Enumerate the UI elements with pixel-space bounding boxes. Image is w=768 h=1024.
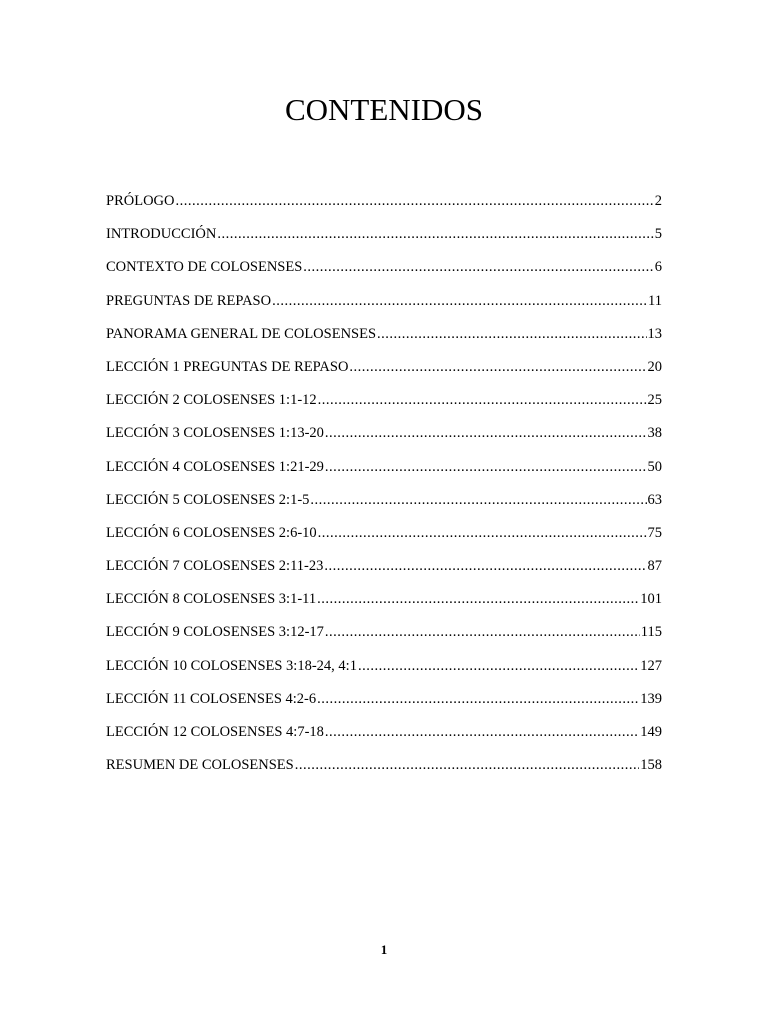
toc-entry-page: 149 <box>640 724 662 740</box>
toc-dot-leader <box>318 389 647 411</box>
toc-entry-label: LECCIÓN 4 COLOSENSES 1:21-29 <box>106 458 324 475</box>
toc-dot-leader <box>317 588 639 610</box>
toc-entry[interactable] <box>106 555 662 588</box>
toc-entry-page: 6 <box>654 259 662 276</box>
toc-entry-page: 127 <box>640 657 662 674</box>
toc-dot-leader <box>317 688 639 710</box>
toc-entry[interactable] <box>106 621 662 654</box>
toc-entry[interactable] <box>106 389 662 422</box>
toc-entry-page: 2 <box>654 193 662 209</box>
toc-entry-label: PANORAMA GENERAL DE COLOSENSES <box>106 325 377 342</box>
toc-dot-leader <box>272 290 647 312</box>
toc-entry[interactable] <box>106 588 662 621</box>
toc-entry-label: LECCIÓN 11 COLOSENSES 4:2-6 <box>106 690 317 707</box>
toc-entry-label: PRÓLOGO <box>106 193 175 209</box>
toc-entry-label: LECCIÓN 5 COLOSENSES 2:1-5 <box>106 491 310 508</box>
toc-dot-leader <box>325 721 639 743</box>
toc-dot-leader <box>358 655 639 677</box>
toc-entry[interactable] <box>106 290 662 323</box>
toc-entry-label: LECCIÓN 6 COLOSENSES 2:6-10 <box>106 524 317 541</box>
toc-dot-leader <box>325 621 640 643</box>
toc-dot-leader <box>217 223 653 245</box>
toc-entry-page: 101 <box>640 591 662 608</box>
toc-entry-page: 50 <box>647 458 662 475</box>
toc-entry-label: RESUMEN DE COLOSENSES <box>106 757 294 774</box>
toc-entry[interactable] <box>106 721 662 754</box>
toc-dot-leader <box>303 256 653 278</box>
toc-entry-page: 63 <box>647 491 662 508</box>
page-number: 1 <box>380 942 388 957</box>
toc-entry[interactable] <box>106 356 662 389</box>
toc-entry-label: CONTEXTO DE COLOSENSES <box>106 259 303 276</box>
toc-entry-page: 11 <box>648 292 662 309</box>
toc-entry-page: 87 <box>647 558 662 575</box>
toc-entry-page: 5 <box>654 226 662 243</box>
toc-dot-leader <box>325 456 647 478</box>
toc-dot-leader <box>295 754 640 776</box>
toc-dot-leader <box>349 356 646 378</box>
toc-entry-label: LECCIÓN 9 COLOSENSES 3:12-17 <box>106 624 324 641</box>
toc-entry[interactable] <box>106 323 662 356</box>
table-of-contents <box>106 190 662 787</box>
toc-entry[interactable] <box>106 190 662 223</box>
toc-entry-label: LECCIÓN 10 COLOSENSES 3:18-24, 4:1 <box>106 657 357 674</box>
toc-entry-label: LECCIÓN 7 COLOSENSES 2:11-23 <box>106 558 324 575</box>
toc-entry[interactable] <box>106 522 662 555</box>
toc-entry-page: 13 <box>647 325 662 342</box>
toc-entry[interactable] <box>106 223 662 256</box>
toc-entry-label: LECCIÓN 3 COLOSENSES 1:13-20 <box>106 425 324 442</box>
toc-dot-leader <box>377 323 646 345</box>
toc-entry-page: 38 <box>647 425 662 442</box>
toc-entry-page: 158 <box>640 757 662 774</box>
toc-dot-leader <box>324 555 646 577</box>
toc-entry-page: 25 <box>647 392 662 409</box>
toc-entry[interactable] <box>106 688 662 721</box>
toc-entry[interactable] <box>106 422 662 455</box>
toc-entry-label: LECCIÓN 8 COLOSENSES 3:1-11 <box>106 591 317 608</box>
toc-entry-label: LECCIÓN 12 COLOSENSES 4:7-18 <box>106 724 324 740</box>
toc-entry[interactable] <box>106 754 662 787</box>
toc-entry-page: 139 <box>640 690 662 707</box>
toc-entry-label: LECCIÓN 2 COLOSENSES 1:1-12 <box>106 392 317 409</box>
toc-dot-leader <box>175 190 653 212</box>
toc-dot-leader <box>318 522 647 544</box>
toc-entry-label: INTRODUCCIÓN <box>106 226 217 243</box>
toc-entry-label: PREGUNTAS DE REPASO <box>106 292 272 309</box>
toc-entry[interactable] <box>106 489 662 522</box>
toc-entry[interactable] <box>106 256 662 289</box>
toc-entry-page: 115 <box>640 624 662 641</box>
toc-dot-leader <box>325 422 647 444</box>
toc-entry[interactable] <box>106 655 662 688</box>
toc-entry-page: 75 <box>647 524 662 541</box>
toc-entry-label: LECCIÓN 1 PREGUNTAS DE REPASO <box>106 358 349 375</box>
page-title: CONTENIDOS <box>284 92 484 127</box>
toc-entry-page: 20 <box>647 358 662 375</box>
toc-dot-leader <box>310 489 646 511</box>
toc-entry[interactable] <box>106 456 662 489</box>
